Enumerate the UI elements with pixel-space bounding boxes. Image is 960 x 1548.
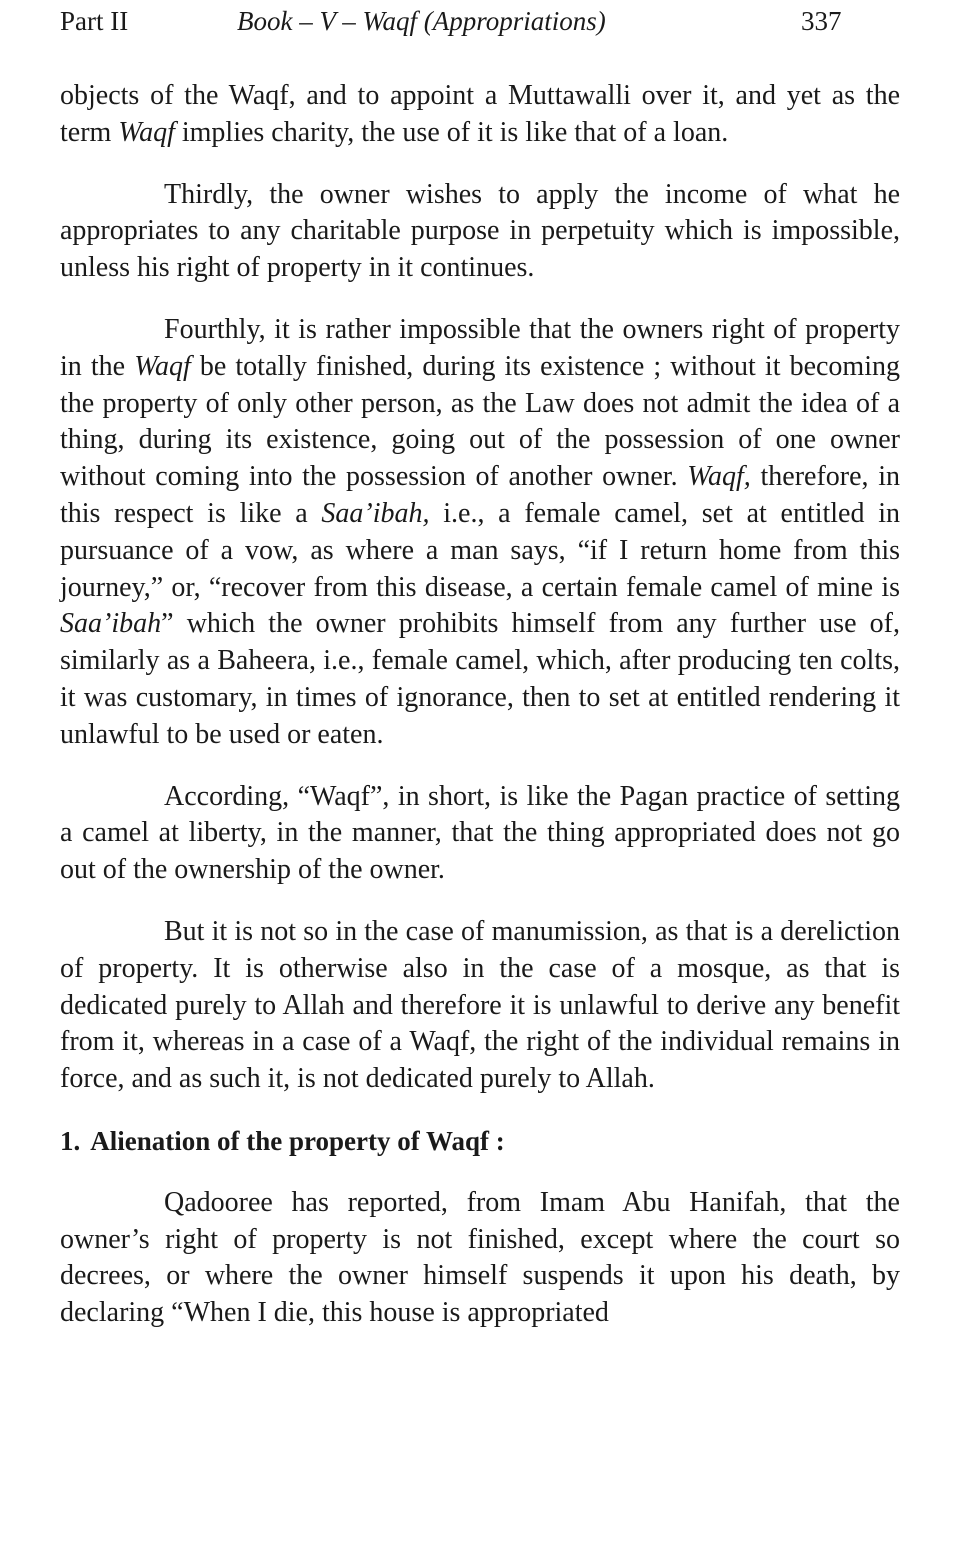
paragraph-1-term-waqf: Waqf bbox=[118, 116, 175, 148]
paragraph-1-text-a: objects of the Waqf, and to appoint a Muttawalli over it, and yet as the term bbox=[60, 80, 900, 148]
paragraph-3-text-e: therefore, in this respect is like a bbox=[60, 461, 900, 529]
part-label: Part II bbox=[60, 6, 129, 36]
paragraph-6: Qadooree has reported, from Imam Abu Hanifah, that the owner’s right of property is not finished, except where the court so decrees, or where the owner himself suspends it upon his death, by declaring “When I die, this house is appropriated bbox=[60, 1186, 900, 1329]
paragraph-2: Thirdly, the owner wishes to apply the income of what he appropriates to any charitable purpose in perpetuity which is impossible, unless his right of property in it continues. bbox=[60, 178, 900, 284]
section-number: 1. bbox=[60, 1125, 81, 1156]
paragraph-3-text-c: be totally finished, during its existence ; without it becoming the property of only other person, as the Law does not admit the idea of a thing, during its existence, going out of the possession of one owner without coming into the possession of another owner. bbox=[60, 350, 900, 493]
book-title: Book – V – Waqf (Appropriations) bbox=[237, 6, 606, 36]
paragraph-3-term-waqf-2: Waqf, bbox=[687, 461, 751, 493]
paragraph-3-term-saaibah: Saa’ibah, bbox=[321, 497, 430, 529]
book-page bbox=[60, 0, 900, 1329]
paragraph-3-term-waqf: Waqf bbox=[134, 350, 191, 382]
section-title: Alienation of the property of Waqf : bbox=[90, 1125, 505, 1156]
paragraph-3-text-a: Fourthly, it is rather impossible that the owners right of property in the bbox=[60, 313, 900, 382]
paragraph-3-text-i: ” which the owner prohibits himself from any further use of, similarly as a Baheera, i.e., female camel, which, after producing ten colts, it was customary, in times of ignorance, then to set at entitled rendering it unlawful to be used or eaten. bbox=[60, 608, 900, 750]
section-heading bbox=[60, 1123, 900, 1160]
paragraph-4: According, “Waqf”, in short, is like the Pagan practice of setting a camel at liberty, in the manner, that the thing appropriated does not go out of the ownership of the owner. bbox=[60, 780, 900, 886]
running-header bbox=[60, 0, 900, 46]
paragraph-3-text-g: i.e., a female camel, set at entitled in pursuance of a vow, as where a man says, “if I return home from this journey,” or, “recover from this disease, a certain female camel of mine is bbox=[60, 497, 900, 603]
page-number: 337 bbox=[801, 6, 842, 36]
paragraph-1-text-c: implies charity, the use of it is like that of a loan. bbox=[174, 116, 729, 148]
paragraph-3 bbox=[60, 312, 900, 754]
paragraph-5: But it is not so in the case of manumission, as that is a dereliction of property. It is otherwise also in the case of a mosque, as that is dedicated purely to Allah and therefore it is unlawful to derive any benefit from it, whereas in a case of a Waqf, the right of the individual remains in force, and as such it, is not dedicated purely to Allah. bbox=[60, 915, 900, 1095]
page-body bbox=[60, 78, 900, 1357]
paragraph-3-term-saaibah-2: Saa’ibah bbox=[60, 608, 162, 640]
paragraph-1 bbox=[60, 78, 900, 152]
